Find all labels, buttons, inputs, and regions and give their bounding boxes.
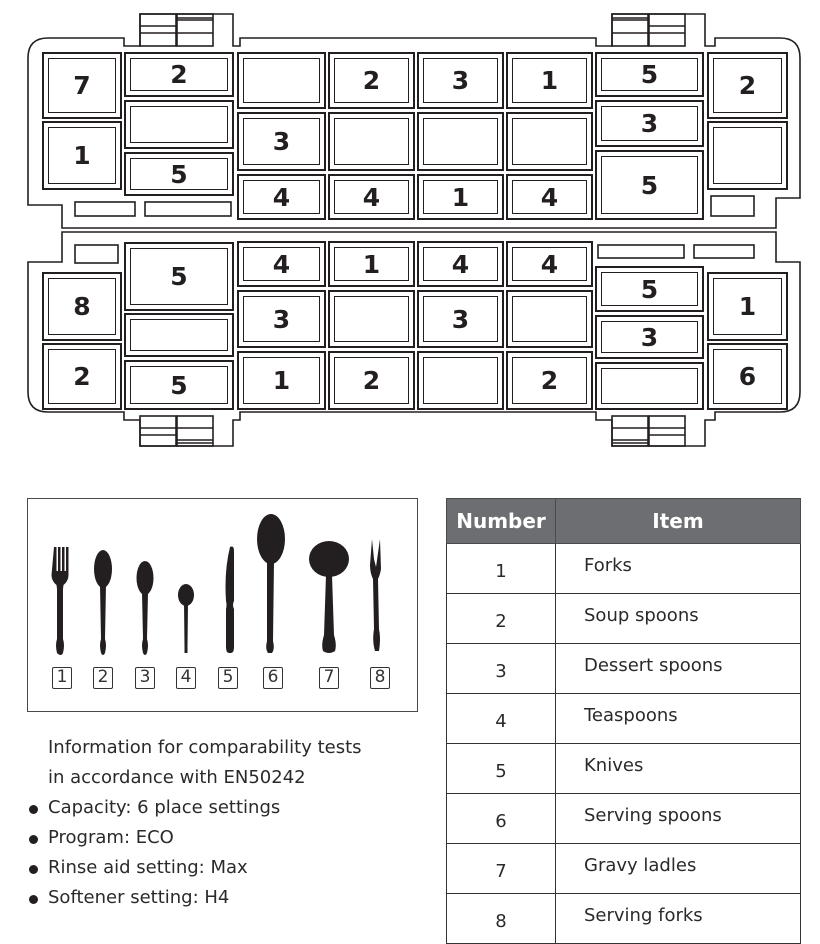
upper_tray-compartment — [707, 52, 788, 119]
lower_tray-compartment — [328, 290, 415, 348]
row-number: 7 — [447, 844, 556, 894]
lower_tray-compartment — [328, 351, 415, 410]
serving-fork-icon — [370, 539, 381, 651]
lower_tray-compartment — [417, 290, 504, 348]
table-row — [447, 894, 801, 944]
row-number: 3 — [447, 644, 556, 694]
upper_tray-compartment — [237, 52, 326, 109]
lower_tray-compartment — [506, 290, 593, 348]
lower_tray-compartment — [328, 241, 415, 287]
compartment-item-number: 5 — [170, 262, 188, 291]
lower_tray-compartment — [124, 313, 234, 357]
legend-number-8: 8 — [370, 667, 390, 689]
comparability-info — [26, 733, 426, 913]
compartment-item-number: 5 — [640, 170, 659, 200]
legend-number-5: 5 — [218, 667, 238, 689]
upper_tray-compartment — [328, 174, 415, 220]
lower_tray-compartment — [237, 351, 326, 410]
cutlery-legend — [27, 498, 418, 712]
compartment-item-number: 8 — [73, 292, 91, 321]
row-item: Soup spoons — [556, 594, 801, 644]
compartment-item-number: 3 — [640, 322, 659, 352]
lower_tray-compartment — [237, 290, 326, 348]
row-number: 5 — [447, 744, 556, 794]
row-item: Teaspoons — [556, 694, 801, 744]
upper_tray-compartment — [237, 174, 326, 220]
legend-number-2: 2 — [93, 667, 113, 689]
table-row — [447, 644, 801, 694]
upper_tray-compartment — [328, 112, 415, 171]
upper_tray-compartment — [417, 112, 504, 171]
compartment-item-number: 2 — [738, 71, 757, 100]
lower_tray-compartment — [417, 351, 504, 410]
upper_tray-compartment — [42, 121, 122, 190]
lower_tray-compartment — [595, 266, 704, 312]
legend-number-4: 4 — [176, 667, 196, 689]
compartment-item-number: 5 — [170, 159, 188, 189]
info-intro-line-2: in accordance with EN50242 — [48, 767, 306, 788]
lower_tray-compartment — [42, 272, 122, 341]
compartment-item-number: 1 — [362, 249, 381, 279]
info-softener: Softener setting: H4 — [26, 883, 426, 913]
compartment-item-number: 1 — [540, 66, 559, 95]
upper_tray-compartment — [42, 52, 122, 119]
info-bullet-list — [26, 793, 426, 913]
lower_tray-compartment — [506, 241, 593, 287]
legend-number-6: 6 — [263, 667, 283, 689]
compartment-item-number: 2 — [362, 66, 381, 95]
upper_tray-compartment — [328, 52, 415, 109]
header-number: Number — [447, 499, 556, 544]
table-row — [447, 544, 801, 594]
legend-number-3: 3 — [135, 667, 155, 689]
compartment-item-number: 4 — [272, 249, 291, 279]
table-header-row — [447, 499, 801, 544]
upper_tray-compartment — [237, 112, 326, 171]
row-item: Serving forks — [556, 894, 801, 944]
compartment-item-number: 5 — [640, 60, 659, 89]
compartment-item-number: 7 — [73, 71, 91, 100]
upper_tray-compartment — [417, 52, 504, 109]
lower_tray-compartment — [124, 360, 234, 410]
lower_tray-compartment — [124, 242, 234, 311]
cutlery-items-table — [446, 498, 801, 944]
row-number: 4 — [447, 694, 556, 744]
upper_tray-compartment — [506, 174, 593, 220]
fork-icon — [52, 547, 69, 655]
lower_tray-compartment — [707, 272, 788, 341]
lower_tray-compartment — [595, 315, 704, 359]
compartment-item-number: 3 — [272, 127, 291, 156]
table-row — [447, 594, 801, 644]
lower_tray-compartment — [506, 351, 593, 410]
legend-number-1: 1 — [52, 667, 72, 689]
compartment-item-number: 4 — [540, 249, 559, 279]
compartment-item-number: 5 — [170, 370, 188, 400]
upper_tray-compartment — [707, 121, 788, 190]
compartment-item-number: 3 — [640, 109, 659, 138]
upper_tray-compartment — [506, 52, 593, 109]
row-item: Forks — [556, 544, 801, 594]
upper_tray-compartment — [124, 100, 234, 149]
compartment-item-number: 5 — [640, 274, 659, 304]
lower_tray-compartment — [595, 362, 704, 410]
compartment-item-number: 4 — [272, 182, 291, 212]
lower_tray-compartment — [237, 241, 326, 287]
compartment-item-number: 4 — [451, 249, 470, 279]
row-item: Knives — [556, 744, 801, 794]
table-row — [447, 744, 801, 794]
dessert-spoon-icon — [137, 561, 154, 655]
row-item: Serving spoons — [556, 794, 801, 844]
row-number: 8 — [447, 894, 556, 944]
compartment-item-number: 1 — [73, 141, 91, 170]
row-number: 6 — [447, 794, 556, 844]
row-number: 1 — [447, 544, 556, 594]
compartment-item-number: 4 — [362, 182, 381, 212]
info-intro-line-1: Information for comparability tests — [48, 737, 362, 758]
compartment-item-number: 2 — [73, 362, 91, 391]
upper_tray-compartment — [595, 100, 704, 147]
compartment-item-number: 2 — [362, 366, 381, 395]
info-capacity: Capacity: 6 place settings — [26, 793, 426, 823]
table-row — [447, 844, 801, 894]
lower_tray-compartment — [707, 343, 788, 410]
teaspoon-icon — [178, 584, 194, 653]
knife-icon — [226, 547, 235, 654]
upper_tray-compartment — [124, 152, 234, 196]
compartment-item-number: 3 — [451, 66, 470, 95]
soup-spoon-icon — [94, 550, 112, 655]
lower_tray-compartment — [417, 241, 504, 287]
table-row — [447, 694, 801, 744]
compartment-item-number: 2 — [170, 60, 188, 89]
upper_tray-compartment — [124, 52, 234, 97]
compartment-item-number: 4 — [540, 182, 559, 212]
upper_tray-compartment — [595, 150, 704, 220]
compartment-item-number: 1 — [272, 366, 291, 395]
legend-number-7: 7 — [319, 667, 339, 689]
compartment-item-number: 1 — [738, 292, 757, 321]
table-row — [447, 794, 801, 844]
info-rinse-aid: Rinse aid setting: Max — [26, 853, 426, 883]
compartment-item-number: 6 — [738, 362, 757, 391]
compartment-item-number: 3 — [272, 304, 291, 334]
compartment-item-number: 3 — [451, 304, 470, 334]
row-item: Gravy ladles — [556, 844, 801, 894]
compartment-item-number: 2 — [540, 366, 559, 395]
upper_tray-compartment — [417, 174, 504, 220]
info-program: Program: ECO — [26, 823, 426, 853]
header-item: Item — [556, 499, 801, 544]
upper_tray-compartment — [595, 52, 704, 97]
row-number: 2 — [447, 594, 556, 644]
gravy-ladle-icon — [309, 541, 349, 653]
lower_tray-compartment — [42, 343, 122, 410]
row-item: Dessert spoons — [556, 644, 801, 694]
compartment-item-number: 1 — [451, 182, 470, 212]
serving-spoon-icon — [257, 514, 285, 653]
upper_tray-compartment — [506, 112, 593, 171]
